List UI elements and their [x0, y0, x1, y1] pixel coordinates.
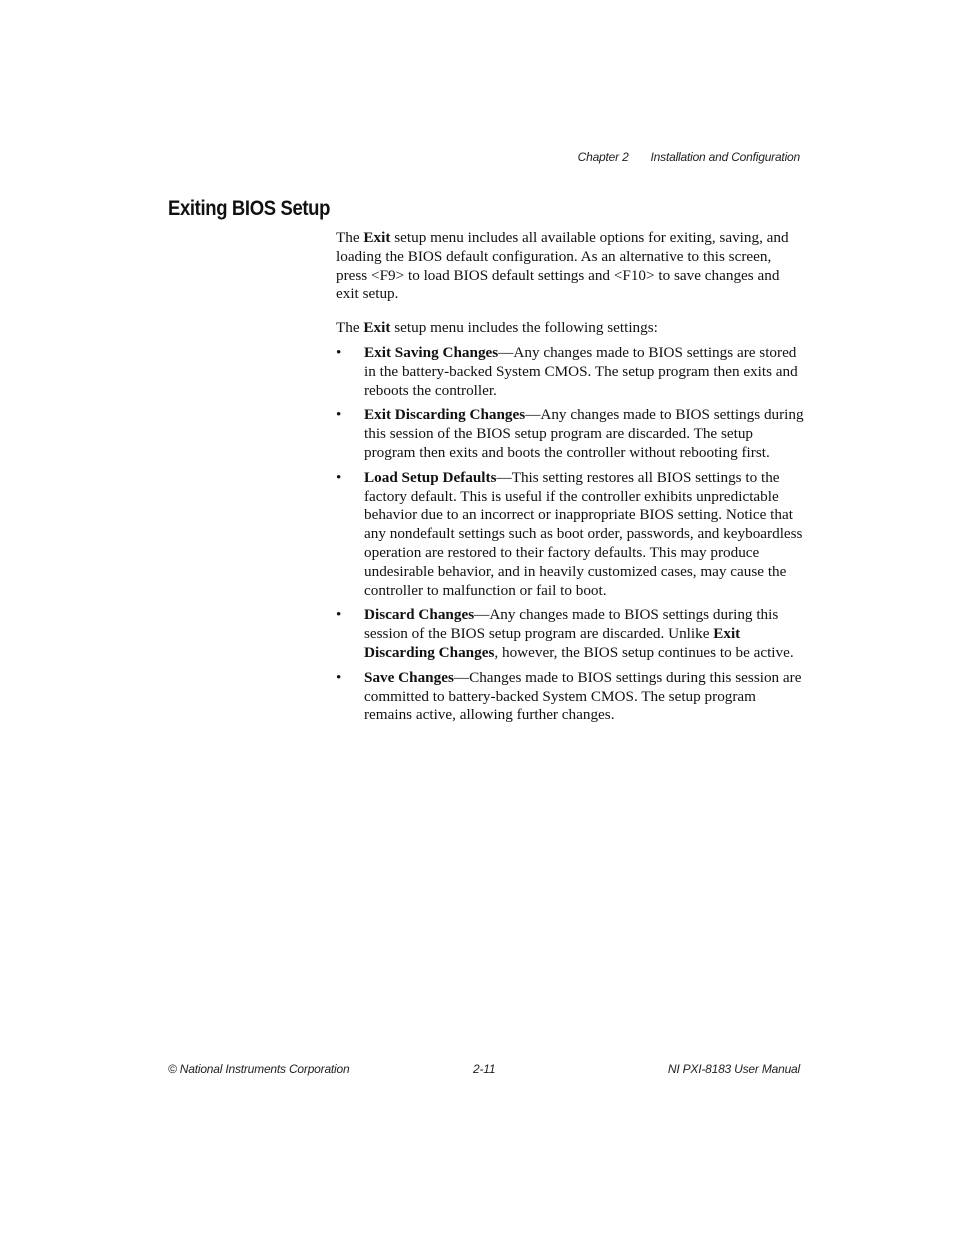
running-header	[578, 150, 800, 164]
intro-post: setup menu includes all available options for exiting, saving, and loading the BIOS default configuration. As an alternative to this screen, press <F9> to load BIOS default settings and <F10> to save changes and exit setup.	[336, 229, 789, 303]
list-item-exit-discarding-changes	[336, 406, 804, 462]
intro-paragraph	[336, 229, 804, 304]
setting-description: —This setting restores all BIOS settings to the factory default. This is useful if the controller exhibits unpredictable behavior due to an incorrect or inappropriate BIOS setting. Notice that any nondefault settings such as boot order, passwords, and keyboardless operation are restored to their factory defaults. This may produce undesirable behavior, and in heavily customized cases, may cause the controller to malfunction or fail to boot.	[364, 468, 803, 599]
footer-page-number: 2-11	[473, 1062, 496, 1076]
list-item-discard-changes	[336, 606, 804, 662]
setting-description: —Any changes made to BIOS settings during this session of the BIOS setup program are discarded. Unlike	[364, 606, 779, 643]
bullet: •	[336, 668, 342, 686]
lead-post: setup menu includes the following settings:	[390, 319, 658, 337]
footer-manual-title: NI PXI-8183 User Manual	[667, 1062, 800, 1076]
setting-term: Save Changes	[364, 668, 454, 686]
lead-bold-exit: Exit	[363, 319, 391, 337]
setting-term: Discard Changes	[364, 606, 475, 624]
list-item-exit-saving-changes	[336, 344, 804, 400]
bullet: •	[336, 343, 342, 361]
lead-paragraph	[336, 319, 804, 338]
chapter-number: Chapter 2	[577, 150, 629, 164]
settings-list	[336, 344, 804, 725]
lead-pre: The	[336, 319, 364, 337]
list-item-save-changes	[336, 669, 804, 725]
intro-pre: The	[336, 229, 364, 246]
section-title: Exiting BIOS Setup	[168, 197, 331, 220]
setting-description: —Changes made to BIOS settings during this session are committed to battery-backed System CMOS. The setup program remains active, allowing further changes.	[364, 668, 802, 724]
setting-description: —Any changes made to BIOS settings during this session of the BIOS setup program are discarded. The setup program then exits and boots the controller without rebooting first.	[364, 406, 804, 461]
list-item-load-setup-defaults	[336, 469, 804, 601]
setting-description-tail: , however, the BIOS setup continues to be active.	[494, 643, 794, 661]
setting-reference: Exit Discarding Changes	[364, 625, 741, 661]
intro-bold-exit: Exit	[363, 229, 391, 246]
bullet: •	[336, 468, 342, 486]
bullet: •	[336, 406, 342, 424]
chapter-title: Installation and Configuration	[650, 150, 800, 164]
footer-copyright: © National Instruments Corporation	[168, 1062, 350, 1076]
body-text	[336, 229, 804, 731]
setting-term: Load Setup Defaults	[364, 468, 497, 486]
setting-term: Exit Saving Changes	[364, 343, 499, 361]
bullet: •	[336, 606, 342, 624]
setting-term: Exit Discarding Changes	[364, 406, 526, 424]
setting-description: —Any changes made to BIOS settings are stored in the battery-backed System CMOS. The setup program then exits and reboots the controller.	[364, 343, 798, 399]
